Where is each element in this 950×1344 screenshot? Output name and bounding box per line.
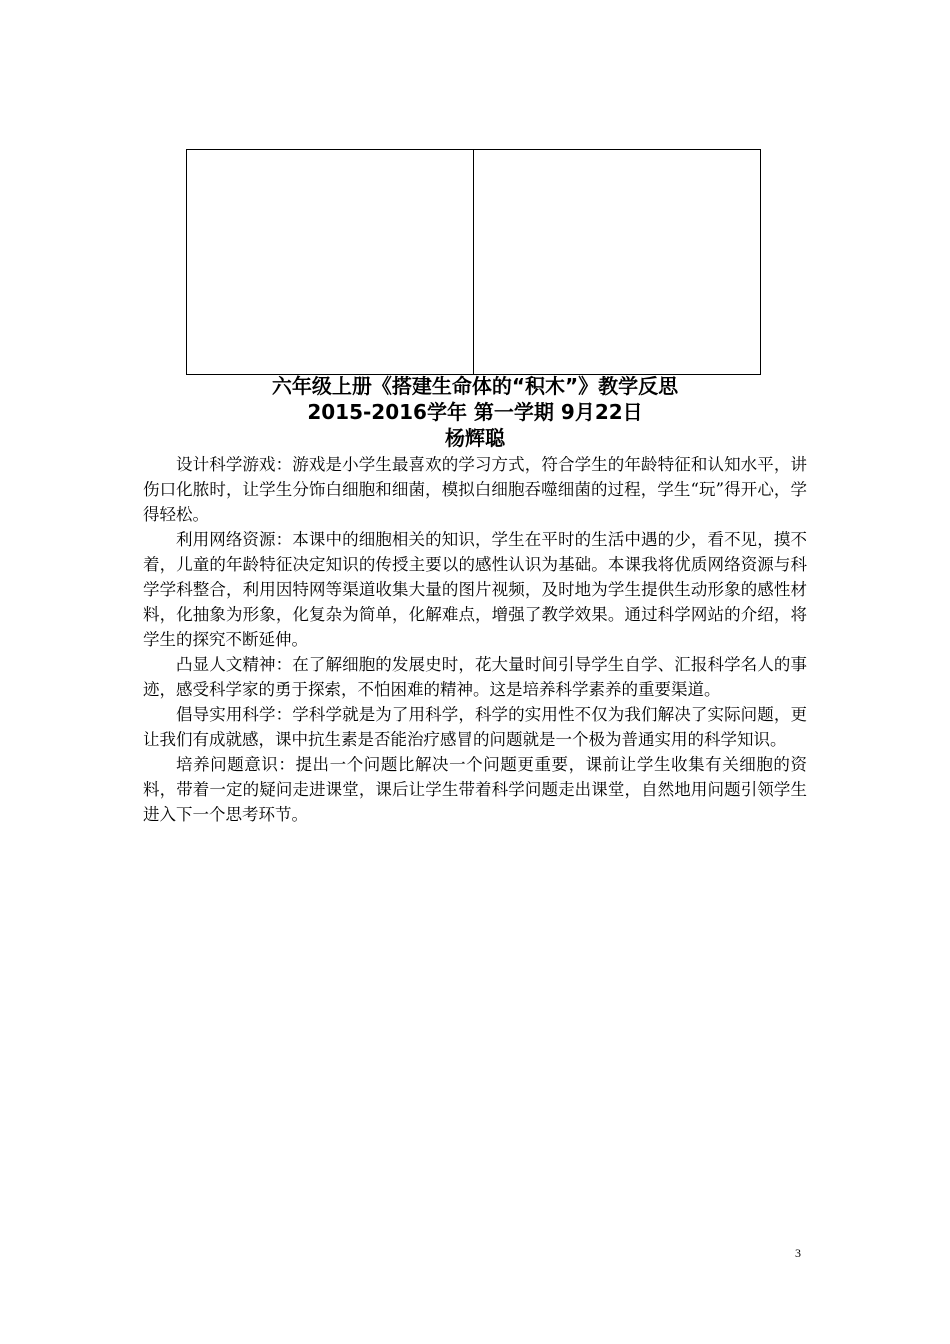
paragraph-game: 设计科学游戏：游戏是小学生最喜欢的学习方式，符合学生的年龄特征和认知水平，讲伤口化脓时，让学生分饰白细胞和细菌，模拟白细胞吞噬细菌的过程，学生“玩”得开心，学得轻松。 xyxy=(143,455,807,524)
table-row xyxy=(187,150,761,375)
paragraph-questioning: 培养问题意识：提出一个问题比解决一个问题更重要，课前让学生收集有关细胞的资料，带着一定的疑问走进课堂，课后让学生带着科学问题走出课堂，自然地用问题引领学生进入下一个思考环节。 xyxy=(143,755,807,824)
page-number: 3 xyxy=(795,1246,801,1260)
document-title: 六年级上册《搭建生命体的“积木”》教学反思 xyxy=(271,374,679,398)
document-body xyxy=(143,452,807,827)
document-author: 杨辉聪 xyxy=(445,426,505,450)
empty-image-table xyxy=(186,149,761,375)
paragraph-practical: 倡导实用科学：学科学就是为了用科学，科学的实用性不仅为我们解决了实际问题，更让我们有成就感，课中抗生素是否能治疗感冒的问题就是一个极为普通实用的科学知识。 xyxy=(143,705,807,749)
table-cell-right xyxy=(474,150,761,375)
table-cell-left xyxy=(187,150,474,375)
document-term-date: 2015-2016学年 第一学期 9月22日 xyxy=(307,400,643,424)
paragraph-network: 利用网络资源：本课中的细胞相关的知识，学生在平时的生活中遇的少，看不见，摸不着，儿童的年龄特征决定知识的传授主要以的感性认识为基础。本课我将优质网络资源与科学学科整合，利用因特网等渠道收集大量的图片视频，及时地为学生提供生动形象的感性材料，化抽象为形象，化复杂为简单，化解难点，增强了教学效果。通过科学网站的介绍，将学生的探究不断延伸。 xyxy=(143,530,807,649)
paragraph-humanism: 凸显人文精神：在了解细胞的发展史时，花大量时间引导学生自学、汇报科学名人的事迹，感受科学家的勇于探索，不怕困难的精神。这是培养科学素养的重要渠道。 xyxy=(143,655,807,699)
